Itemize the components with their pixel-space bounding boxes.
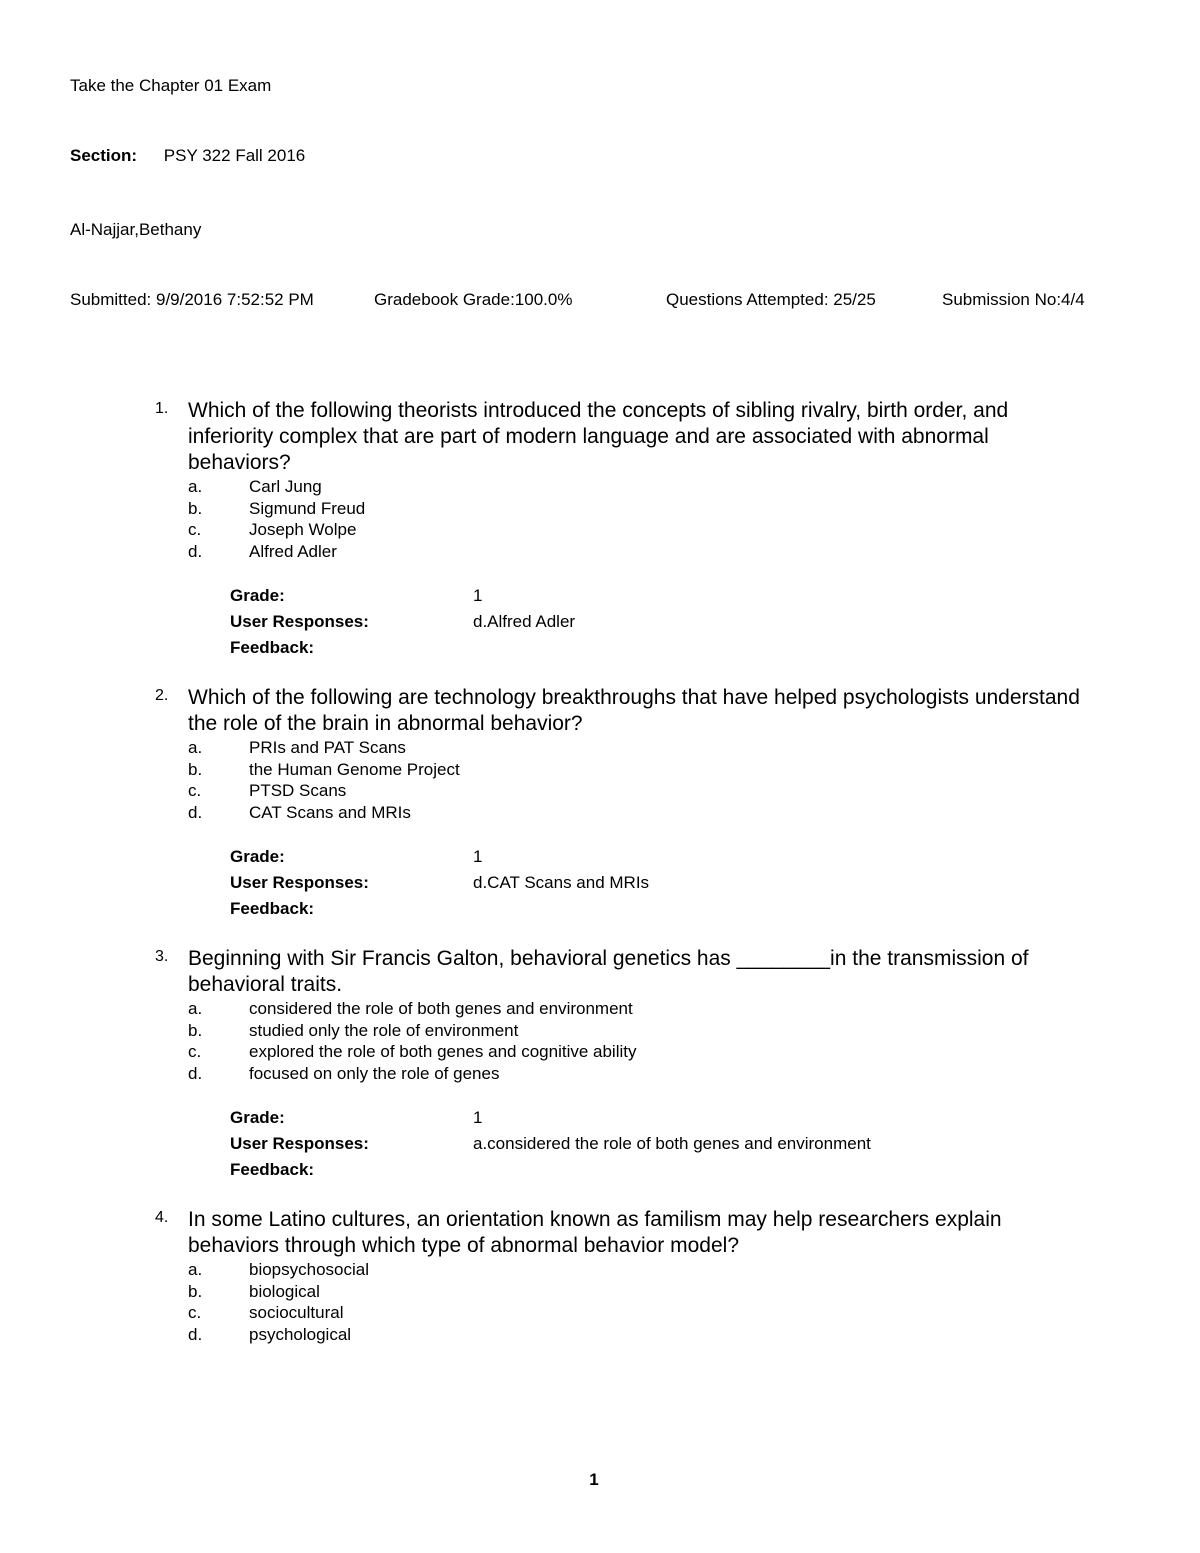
option-text: CAT Scans and MRIs	[249, 802, 411, 822]
question-text: Which of the following theorists introduced the concepts of sibling rivalry, birth order, and inferiority complex that are part of modern language and are associated with abnormal behaviors?	[188, 399, 1009, 474]
response-row	[230, 1131, 1080, 1157]
grade-label: Grade:	[230, 847, 285, 866]
option	[188, 1259, 1080, 1281]
option-text: the Human Genome Project	[249, 759, 460, 779]
section-line	[70, 146, 305, 166]
option-text: Sigmund Freud	[249, 498, 366, 518]
option-text: Alfred Adler	[249, 541, 337, 561]
question	[150, 398, 1080, 661]
option	[188, 498, 1080, 520]
responses-label: User Responses:	[230, 612, 369, 631]
option-text: considered the role of both genes and environment	[249, 999, 633, 1018]
result-block	[230, 844, 1080, 922]
grade-row	[230, 844, 1080, 870]
response-value: d.CAT Scans and MRIs	[473, 873, 650, 892]
student-name: Al-Najjar,Bethany	[70, 220, 202, 239]
grade-label: Grade:	[230, 1108, 285, 1127]
option-text: PTSD Scans	[249, 781, 347, 800]
option-letter: b.	[188, 759, 203, 779]
option-text: biopsychosocial	[249, 1260, 370, 1279]
grade-row	[230, 1105, 1080, 1131]
option-text: psychological	[249, 1324, 352, 1344]
option	[188, 1020, 1080, 1042]
question-number: 3.	[155, 948, 169, 965]
option	[188, 759, 1080, 781]
option	[188, 1041, 1080, 1063]
option-text: studied only the role of environment	[249, 1020, 519, 1040]
question-text: Beginning with Sir Francis Galton, behavioral genetics has ________in the transmission of behavioral traits.	[188, 947, 1029, 996]
response-row	[230, 609, 1080, 635]
submitted-info: Submitted: 9/9/2016 7:52:52 PM	[70, 290, 314, 309]
option-text: focused on only the role of genes	[249, 1063, 500, 1083]
option	[188, 802, 1080, 824]
option-letter: a.	[188, 1260, 203, 1279]
response-value: a.considered the role of both genes and environment	[473, 1134, 871, 1153]
question-text: Which of the following are technology breakthroughs that have helped psychologists understand the role of the brain in abnormal behavior?	[188, 686, 1080, 735]
option-letter: a.	[188, 738, 203, 757]
grade-value: 1	[473, 586, 483, 605]
option-text: explored the role of both genes and cognitive ability	[249, 1042, 637, 1061]
result-block	[230, 1105, 1080, 1183]
question-number: 2.	[155, 687, 169, 704]
submission-number: Submission No:4/4	[942, 290, 1085, 309]
section-label: Section:	[70, 146, 138, 165]
option	[188, 476, 1080, 498]
option-letter: c.	[188, 520, 202, 539]
spacer	[150, 661, 1080, 685]
question-list	[150, 398, 1080, 1345]
question	[150, 685, 1080, 922]
questions-attempted: Questions Attempted: 25/25	[666, 290, 876, 309]
option-letter: b.	[188, 1281, 203, 1301]
spacer	[150, 922, 1080, 946]
option	[188, 541, 1080, 563]
question	[150, 1207, 1080, 1345]
question-number: 4.	[155, 1209, 169, 1226]
option-letter: a.	[188, 477, 203, 496]
responses-label: User Responses:	[230, 1134, 369, 1153]
option-letter: c.	[188, 781, 202, 800]
feedback-label: Feedback:	[230, 899, 315, 918]
question-number: 1.	[155, 400, 169, 417]
option-letter: d.	[188, 802, 203, 822]
page-number: 1	[589, 1470, 599, 1489]
option-list	[188, 1259, 1080, 1345]
feedback-row	[230, 1157, 1080, 1183]
feedback-label: Feedback:	[230, 638, 315, 657]
question-text: In some Latino cultures, an orientation known as familism may help researchers explain behaviors through which type of abnormal behavior model?	[188, 1208, 1002, 1257]
grade-value: 1	[473, 1108, 483, 1127]
question	[150, 946, 1080, 1183]
option-letter: c.	[188, 1042, 202, 1061]
option	[188, 1063, 1080, 1085]
option-text: biological	[249, 1281, 320, 1301]
option-text: Joseph Wolpe	[249, 520, 357, 539]
result-block	[230, 583, 1080, 661]
response-value: d.Alfred Adler	[473, 612, 576, 631]
option	[188, 1302, 1080, 1324]
option	[188, 737, 1080, 759]
option-list	[188, 998, 1080, 1084]
option-letter: d.	[188, 1324, 203, 1344]
option-letter: d.	[188, 1063, 203, 1083]
exam-title: Take the Chapter 01 Exam	[70, 76, 272, 95]
option-letter: b.	[188, 498, 203, 518]
section-value: PSY 322 Fall 2016	[163, 146, 306, 165]
option	[188, 1281, 1080, 1303]
grade-value: 1	[473, 847, 483, 866]
option-text: sociocultural	[249, 1303, 344, 1322]
grade-row	[230, 583, 1080, 609]
option-text: PRIs and PAT Scans	[249, 738, 406, 757]
feedback-label: Feedback:	[230, 1160, 315, 1179]
gradebook-grade: Gradebook Grade:100.0%	[374, 290, 573, 309]
option-letter: a.	[188, 999, 203, 1018]
option-list	[188, 476, 1080, 562]
option	[188, 998, 1080, 1020]
spacer	[150, 1183, 1080, 1207]
option-list	[188, 737, 1080, 823]
option	[188, 519, 1080, 541]
feedback-row	[230, 896, 1080, 922]
option-text: Carl Jung	[249, 477, 322, 496]
grade-label: Grade:	[230, 586, 285, 605]
option-letter: d.	[188, 541, 203, 561]
responses-label: User Responses:	[230, 873, 369, 892]
option-letter: b.	[188, 1020, 203, 1040]
response-row	[230, 870, 1080, 896]
option	[188, 780, 1080, 802]
feedback-row	[230, 635, 1080, 661]
option-letter: c.	[188, 1303, 202, 1322]
option	[188, 1324, 1080, 1346]
